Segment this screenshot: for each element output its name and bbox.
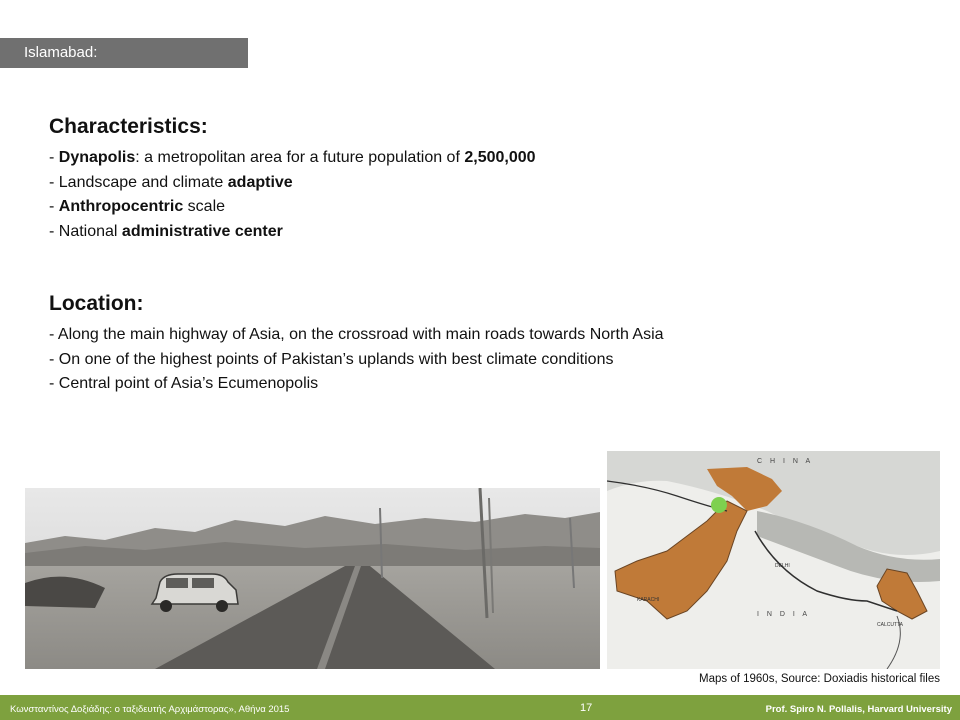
islamabad-marker [711, 497, 727, 513]
location-item: - On one of the highest points of Pakistan’s uplands with best climate conditions [49, 350, 614, 368]
characteristic-item: - Landscape and climate adaptive [49, 173, 293, 191]
characteristic-item: - National administrative center [49, 222, 283, 240]
location-heading: Location: [49, 292, 144, 315]
location-item: - Central point of Asia’s Ecumenopolis [49, 375, 319, 392]
page-number: 17 [580, 702, 593, 714]
section-tag: Islamabad: [0, 38, 248, 68]
characteristics-heading: Characteristics: [49, 115, 208, 138]
map-caption: Maps of 1960s, Source: Doxiadis historical files [699, 673, 940, 685]
slide-content [49, 114, 929, 397]
map-label-calcutta: CALCUTTA [877, 622, 904, 628]
footer-left-text: Κωνσταντίνος Δοξιάδης: ο ταξιδευτής Αρχιμάστορας», Αθήνα 2015 [10, 704, 290, 715]
highway-photo [25, 488, 600, 669]
footer-right-text: Prof. Spiro N. Pollalis, Harvard University [765, 704, 952, 715]
footer-bar [0, 695, 960, 720]
location-item: - Along the main highway of Asia, on the crossroad with main roads towards North Asia [49, 326, 664, 343]
characteristic-item: - Dynapolis: a metropolitan area for a future population of 2,500,000 [49, 149, 536, 166]
map-label-karachi: KARACHI [637, 597, 660, 603]
characteristic-item: - Anthropocentric scale [49, 198, 226, 215]
map-label-delhi: DELHI [775, 563, 790, 569]
map-label-china: C H I N A [757, 458, 814, 465]
pakistan-map [607, 451, 940, 669]
map-label-india: I N D I A [757, 611, 811, 618]
